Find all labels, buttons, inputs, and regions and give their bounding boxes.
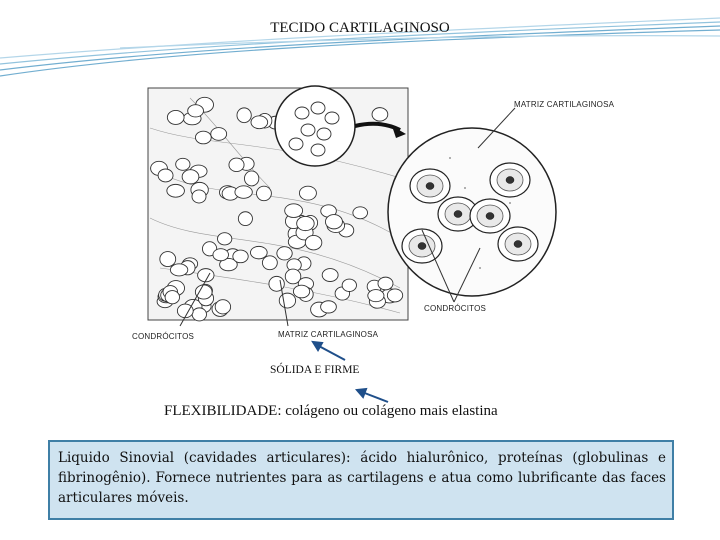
chondrocyte <box>192 190 206 203</box>
large-magnify-circle <box>388 108 556 302</box>
nucleus <box>426 183 434 190</box>
chondrocyte <box>353 207 368 219</box>
label-matrix-bottom: MATRIZ CARTILAGINOSA <box>278 330 379 339</box>
nucleus <box>506 177 514 184</box>
chondrocyte <box>285 204 303 218</box>
chondrocyte <box>293 285 309 298</box>
page-title: TECIDO CARTILAGINOSO <box>270 20 450 36</box>
cartilage-illustration <box>70 68 630 368</box>
chondrocyte <box>176 158 190 170</box>
nucleus <box>486 213 494 220</box>
chondrocyte <box>195 131 211 144</box>
arrow-flexibilidade-head <box>357 389 366 397</box>
chondrocyte <box>311 144 325 156</box>
nucleus <box>418 243 426 250</box>
chondrocyte <box>188 105 204 117</box>
chondrocyte <box>237 108 251 123</box>
chondrocyte <box>277 247 292 260</box>
chondrocyte <box>305 235 322 249</box>
chondrocyte <box>192 308 206 321</box>
chondrocyte <box>213 249 229 261</box>
chondrocyte <box>256 186 271 200</box>
chondrocyte <box>317 128 331 140</box>
chondrocyte <box>250 246 267 259</box>
arrow-flexibilidade <box>362 392 388 402</box>
chondrocyte <box>158 169 173 182</box>
chondrocyte <box>233 250 248 263</box>
chondrocyte <box>321 301 337 313</box>
chondrocyte <box>165 291 179 304</box>
label-solida-e-firme: SÓLIDA E FIRME <box>270 364 360 376</box>
chondrocyte <box>299 186 316 200</box>
chondrocyte <box>387 289 402 302</box>
chondrocyte <box>322 269 338 282</box>
chondrocyte <box>217 233 231 245</box>
label-matrix-top: MATRIZ CARTILAGINOSA <box>514 100 615 109</box>
chondrocyte <box>235 186 252 198</box>
chondrocyte <box>167 110 184 124</box>
chondrocyte <box>160 252 176 267</box>
chondrocyte <box>378 277 393 290</box>
synovial-fluid-text: Liquido Sinovial (cavidades articulares): ácido hialurônico, proteínas (globulinas e fibrinogênio). Fornece nutrientes para as cartilagens e atua como lubrificante das faces articulares móveis. <box>58 450 666 506</box>
chondrocyte <box>342 279 356 291</box>
chondrocyte <box>251 116 268 129</box>
chondrocyte <box>372 108 388 121</box>
chondrocyte <box>325 215 342 229</box>
chondrocyte <box>368 290 384 302</box>
chondrocyte <box>297 216 315 230</box>
cartilage-drawing <box>70 68 630 368</box>
chondrocyte <box>229 158 244 171</box>
chondrocyte <box>311 102 325 114</box>
small-magnify-circle <box>275 86 355 166</box>
label-chondrocytes-left: CONDRÓCITOS <box>132 332 195 341</box>
chondrocyte <box>262 256 277 270</box>
chondrocyte <box>325 112 339 124</box>
chondrocyte <box>215 300 230 314</box>
chondrocyte <box>238 212 252 226</box>
chondrocyte <box>167 184 185 197</box>
synovial-fluid-box <box>48 440 674 520</box>
label-chondrocytes-right: CONDRÓCITOS <box>424 304 487 313</box>
nucleus <box>454 211 462 218</box>
chondrocyte <box>211 128 227 141</box>
nucleus <box>514 241 522 248</box>
chondrocyte <box>195 285 212 299</box>
chondrocyte <box>289 138 303 150</box>
chondrocyte <box>295 107 309 119</box>
label-flexibilidade: FLEXIBILIDADE: colágeno ou colágeno mais elastina <box>164 403 498 419</box>
chondrocyte <box>170 264 187 276</box>
chondrocyte <box>182 170 199 184</box>
chondrocyte <box>244 171 258 186</box>
chondrocyte <box>279 293 295 308</box>
chondrocyte <box>301 124 315 136</box>
